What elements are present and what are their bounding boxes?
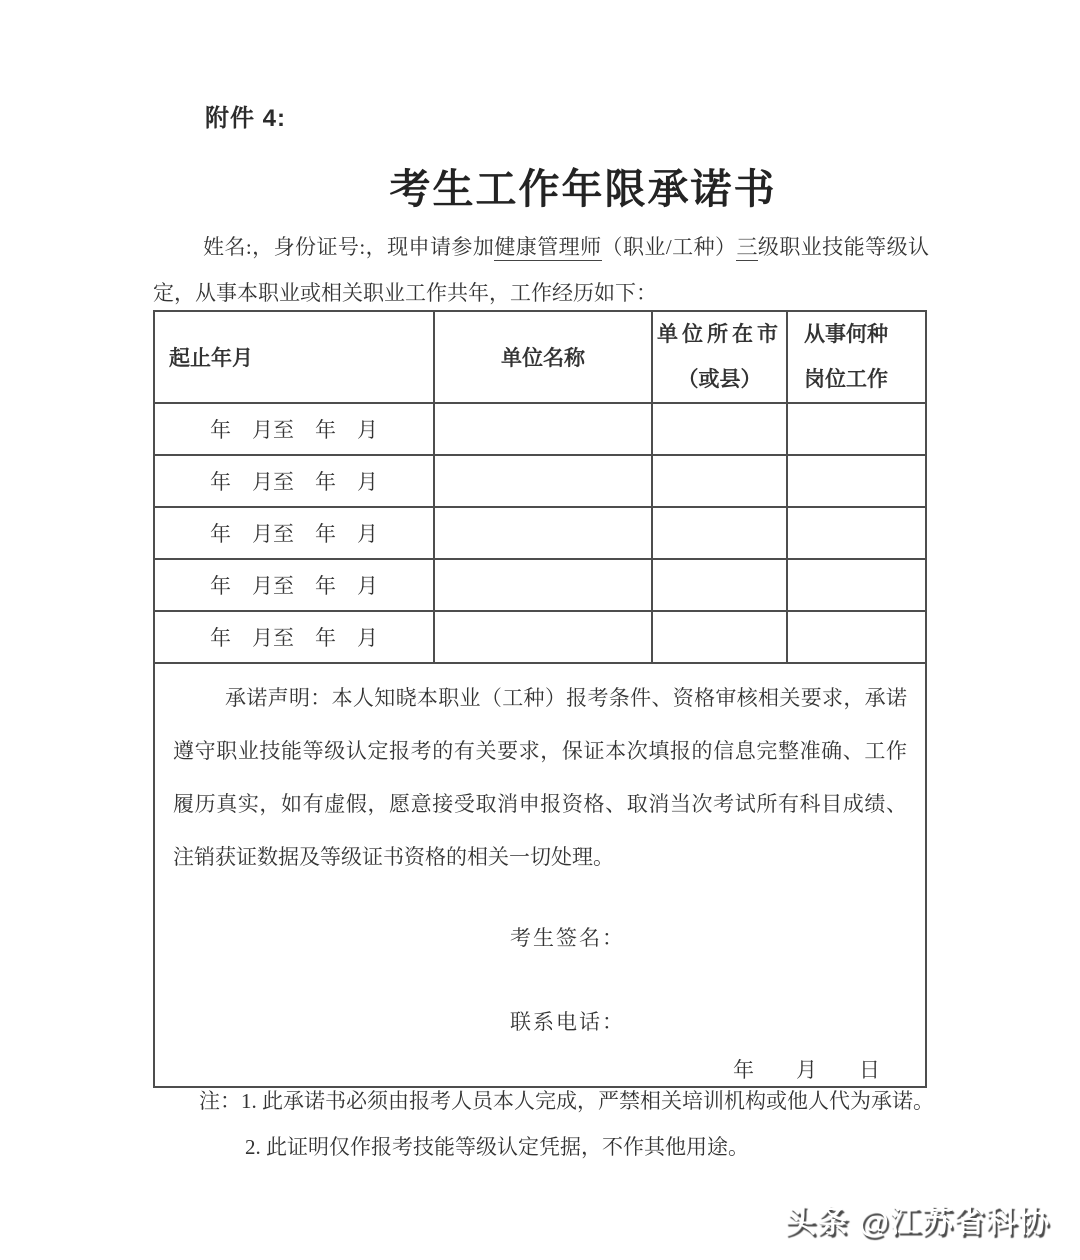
period-cell: 年 月至 年 月 — [154, 559, 434, 611]
watermark: 头条 @江苏省科协 — [785, 1204, 1050, 1239]
header-period: 起止年月 — [154, 311, 434, 403]
intro-part1: 姓名:，身份证号:，现申请参加 — [203, 235, 495, 259]
table-row — [154, 455, 926, 507]
position-cell — [787, 507, 926, 559]
position-cell — [787, 455, 926, 507]
period-cell: 年 月至 年 月 — [154, 507, 434, 559]
declaration-row — [154, 663, 926, 1087]
declaration-cell — [154, 663, 926, 1087]
table-row — [154, 611, 926, 663]
header-company: 单位名称 — [434, 311, 652, 403]
table-header-row — [154, 311, 926, 403]
period-cell: 年 月至 年 月 — [154, 403, 434, 455]
city-cell — [652, 611, 787, 663]
intro-paragraph — [153, 224, 929, 316]
signature-label: 考生签名： — [510, 926, 625, 950]
declaration-text: 承诺声明：本人知晓本职业（工种）报考条件、资格审核相关要求，承诺遵守职业技能等级认定报考的有关要求，保证本次填报的信息完整准确、工作履历真实，如有虚假，愿意接受取消申报资格、取消当次考试所有科目成绩、注销获证数据及等级证书资格的相关一切处理。 — [173, 686, 907, 869]
note-2: 2. 此证明仅作报考技能等级认定凭据，不作其他用途。 — [245, 1135, 749, 1159]
attachment-label: 附件 4: — [205, 105, 287, 132]
page-title: 考生工作年限承诺书 — [389, 166, 777, 212]
company-cell — [434, 507, 652, 559]
company-cell — [434, 455, 652, 507]
header-city — [652, 311, 787, 403]
header-position — [787, 311, 926, 403]
table-row — [154, 507, 926, 559]
work-experience-table — [153, 310, 927, 1088]
city-cell — [652, 403, 787, 455]
position-cell — [787, 403, 926, 455]
header-city-line1: 单位所在市 — [657, 323, 782, 346]
level-underlined: 三 — [736, 235, 758, 259]
header-city-line2: （或县） — [677, 368, 762, 391]
position-cell — [787, 559, 926, 611]
position-cell — [787, 611, 926, 663]
period-cell: 年 月至 年 月 — [154, 611, 434, 663]
intro-part3: 级职业技能等级认定，从事本职业或相关职业工作共年，工作经历如下： — [153, 235, 930, 305]
header-position-line2: 岗位工作 — [804, 368, 888, 391]
header-position-line1: 从事何种 — [804, 323, 888, 346]
city-cell — [652, 455, 787, 507]
occupation-underlined: 健康管理师 — [494, 235, 602, 259]
period-cell: 年 月至 年 月 — [154, 455, 434, 507]
intro-part2: （职业/工种） — [601, 235, 737, 259]
company-cell — [434, 403, 652, 455]
city-cell — [652, 559, 787, 611]
company-cell — [434, 611, 652, 663]
city-cell — [652, 507, 787, 559]
company-cell — [434, 559, 652, 611]
table-row — [154, 559, 926, 611]
note-1: 注：1. 此承诺书必须由报考人员本人完成，严禁相关培训机构或他人代为承诺。 — [199, 1089, 934, 1113]
date-line: 年 月 日 — [733, 1058, 880, 1082]
table-row — [154, 403, 926, 455]
notes-section — [153, 1086, 953, 1162]
phone-label: 联系电话： — [510, 1010, 625, 1034]
